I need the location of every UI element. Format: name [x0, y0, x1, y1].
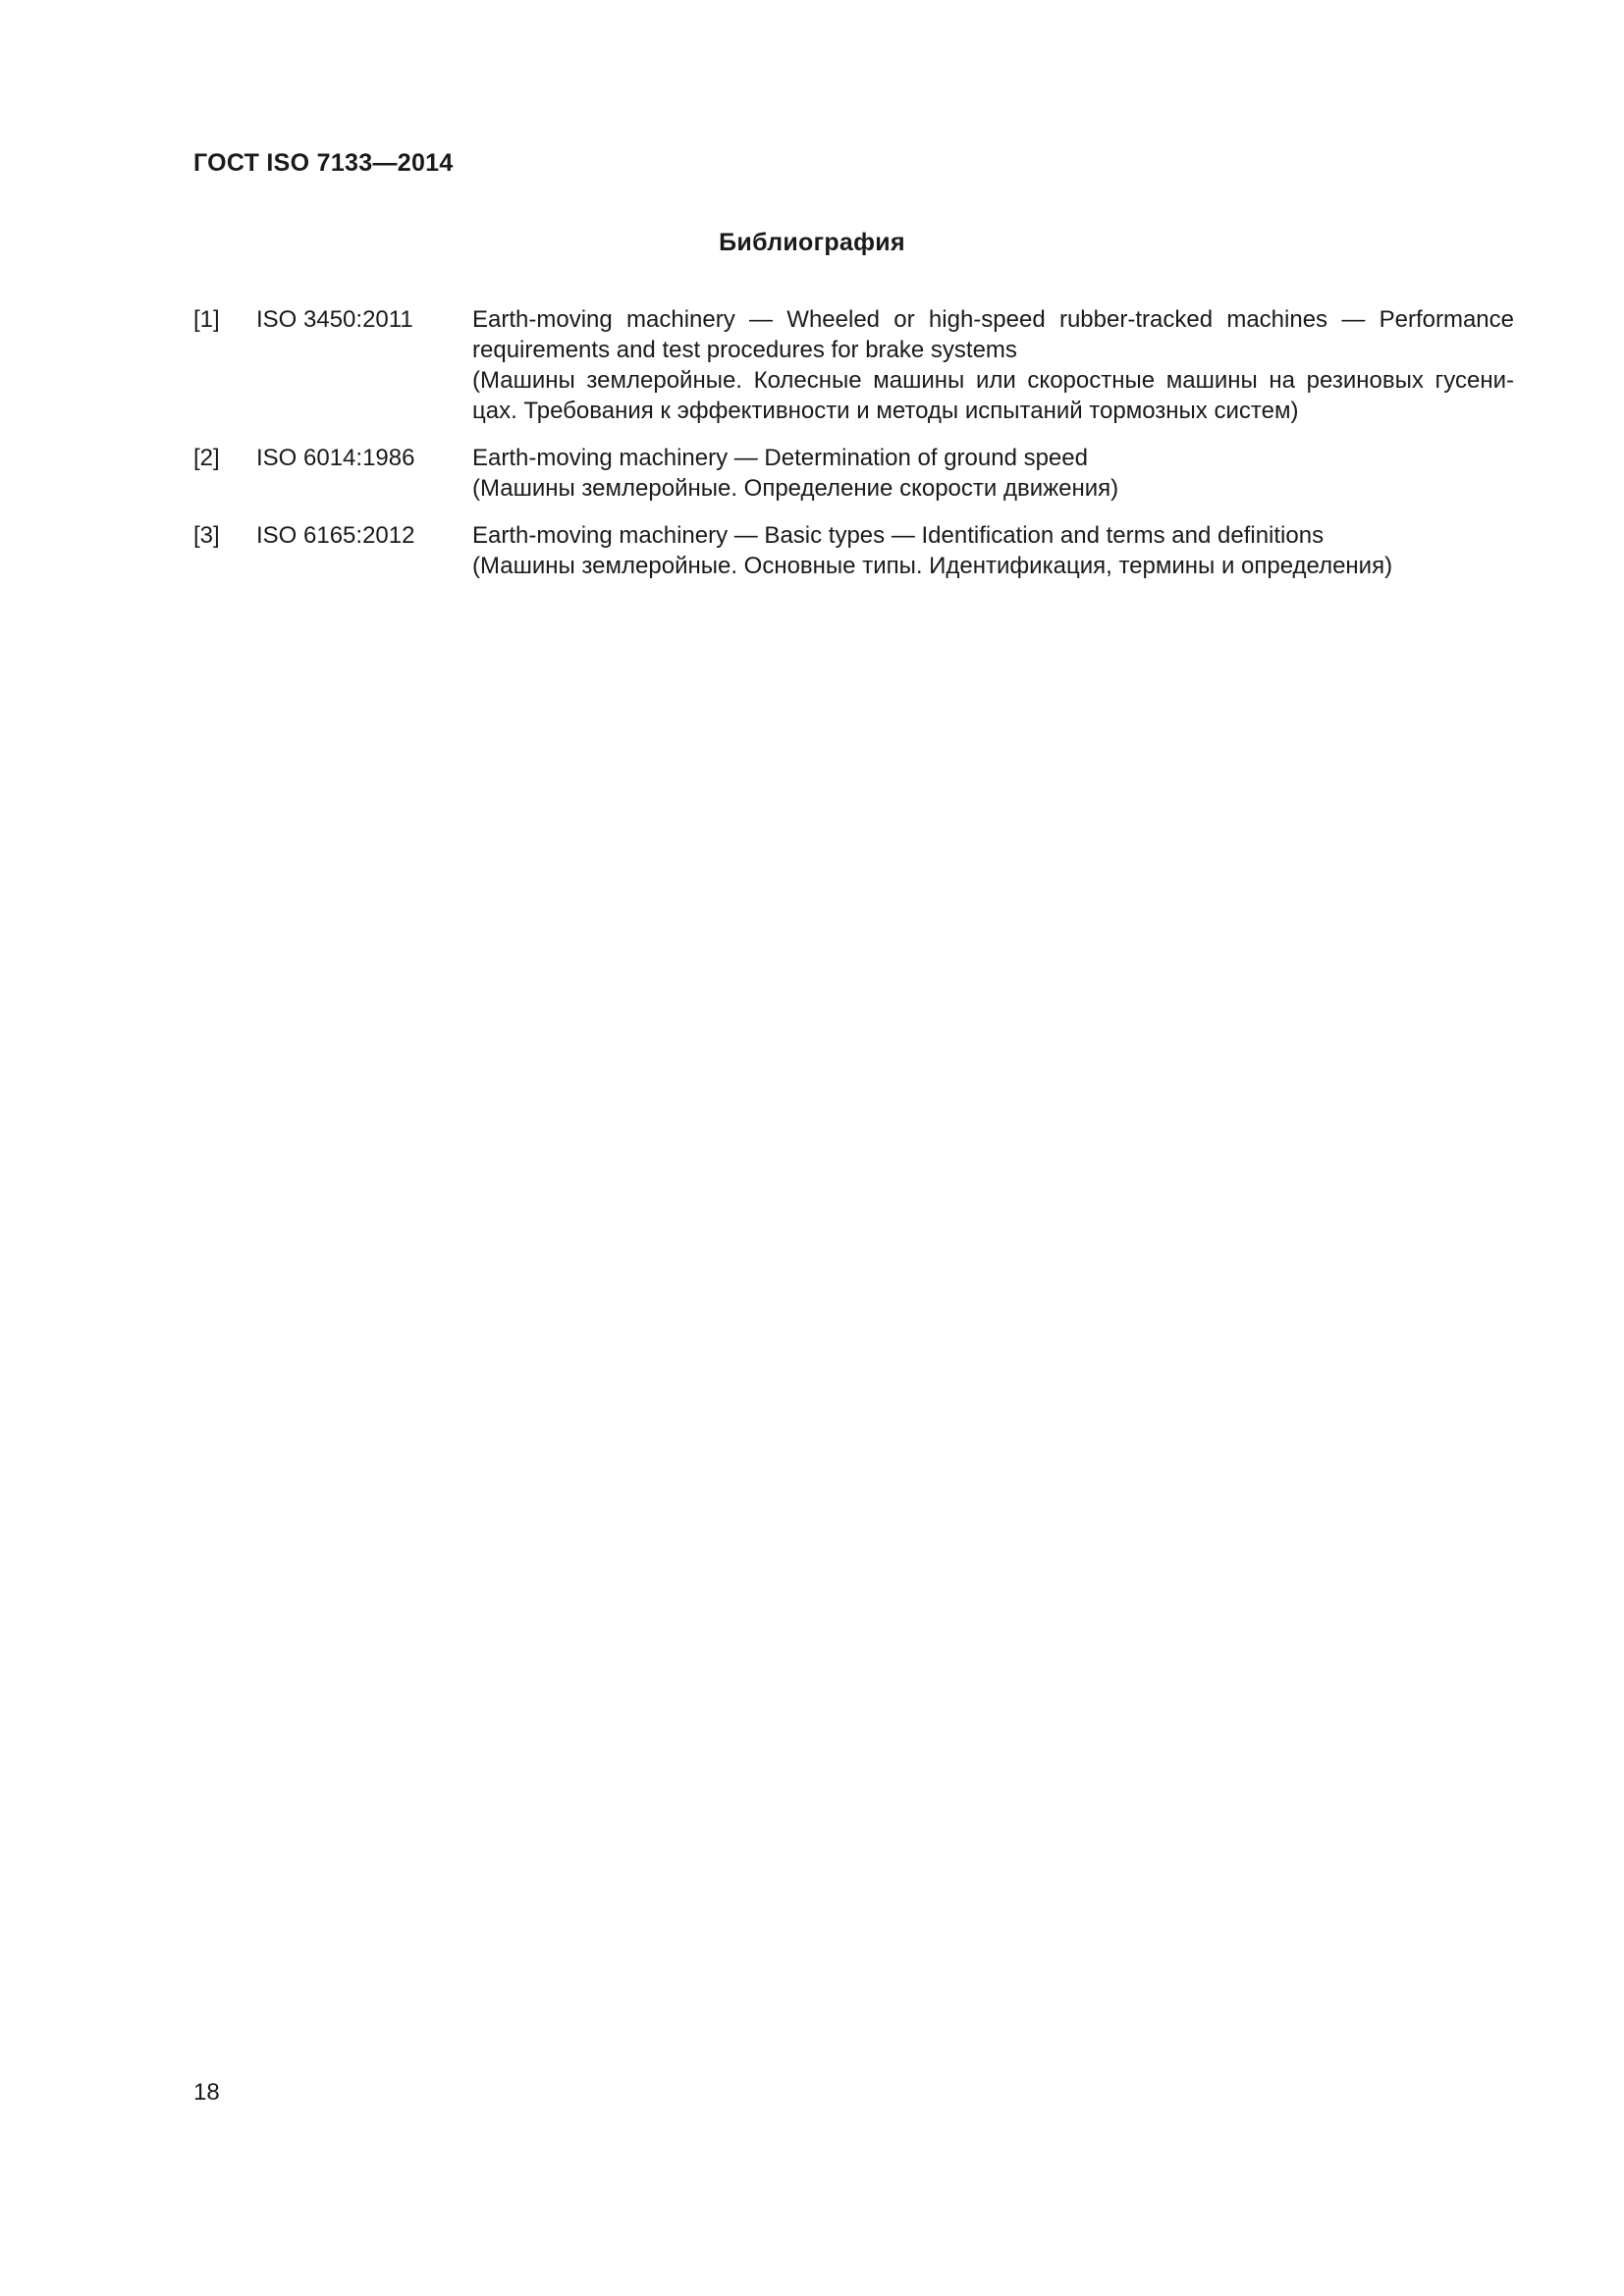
- standard-code: ISO 6014:1986: [256, 445, 415, 471]
- bibliography-entry: [193, 304, 1514, 426]
- bibliography-entry: [193, 443, 1514, 504]
- title-english: Earth-moving machinery — Basic types — Identification and terms and definitions: [472, 522, 1325, 549]
- page-number: 18: [193, 2079, 220, 2106]
- entry-text: [472, 304, 1514, 426]
- entry-number: [2]: [193, 445, 220, 471]
- document-header: ГОСТ ISO 7133—2014: [193, 149, 454, 177]
- title-english: Earth-moving machinery — Wheeled or high-speed rubber-tracked machines — Performance requirements and test procedures for brake systems: [472, 306, 1514, 363]
- entry-text: [472, 520, 1514, 581]
- standard-code: ISO 3450:2011: [256, 306, 413, 333]
- title-english: Earth-moving machinery — Determination of ground speed: [472, 445, 1088, 471]
- title-russian: (Машины землеройные. Основные типы. Идентификация, термины и определения): [472, 553, 1393, 579]
- title-russian: (Машины землеройные. Колесные машины или скоростные машины на резиновых гусени-цах. Требования к эффективности и методы испытаний тормозных систем): [472, 367, 1514, 424]
- section-title: Библиография: [719, 229, 905, 256]
- standard-code: ISO 6165:2012: [256, 522, 415, 549]
- bibliography-entry: [193, 520, 1514, 581]
- entry-number: [1]: [193, 306, 220, 333]
- bibliography-list: [193, 304, 1514, 598]
- entry-text: [472, 443, 1514, 504]
- entry-number: [3]: [193, 522, 220, 549]
- title-russian: (Машины землеройные. Определение скорости движения): [472, 475, 1119, 502]
